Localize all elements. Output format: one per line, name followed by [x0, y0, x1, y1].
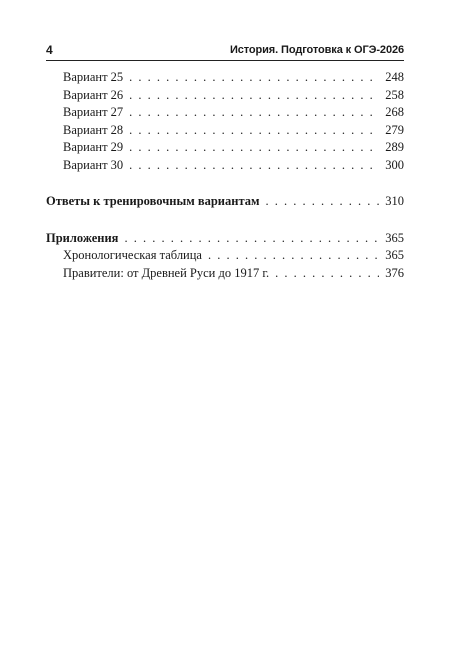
toc-entry-page: 248 [385, 70, 404, 84]
toc-entry-label: Вариант 26 [63, 87, 124, 102]
dot-leader [129, 140, 379, 155]
toc-entry-label: Вариант 29 [63, 140, 124, 154]
toc-entry-answers[interactable] [46, 194, 404, 212]
table-of-contents [46, 70, 404, 283]
toc-entry-page: 258 [385, 87, 404, 102]
toc-entry-label: Хронологическая таблица [63, 248, 202, 262]
toc-entry-label: Приложения [46, 230, 119, 245]
section-gap [46, 175, 404, 194]
section-gap [46, 212, 404, 231]
toc-entry-page: 365 [385, 230, 404, 245]
toc-entry-variant-27[interactable] [46, 105, 404, 123]
toc-entry-variant-25[interactable] [46, 70, 404, 88]
toc-entry-variant-26[interactable] [46, 88, 404, 106]
toc-entry-variant-29[interactable] [46, 140, 404, 158]
toc-entry-variant-30[interactable] [46, 158, 404, 176]
dot-leader [129, 88, 379, 103]
dot-leader [129, 70, 379, 85]
dot-leader [129, 158, 379, 173]
toc-entry-label: Вариант 28 [63, 122, 124, 137]
toc-entry-variant-28[interactable] [46, 123, 404, 141]
toc-entry-label: Правители: от Древней Руси до 1917 г. [63, 265, 270, 280]
toc-entry-chronology-table[interactable] [46, 248, 404, 266]
dot-leader [129, 105, 379, 120]
toc-entry-page: 300 [385, 157, 404, 172]
page-number: 4 [46, 43, 53, 57]
dot-leader [124, 231, 379, 246]
dot-leader [208, 248, 379, 263]
toc-entry-page: 376 [385, 265, 404, 280]
toc-entry-appendix[interactable] [46, 231, 404, 249]
toc-entry-label: Вариант 25 [63, 70, 124, 84]
running-title: История. Подготовка к ОГЭ-2026 [229, 44, 404, 56]
toc-entry-page: 365 [385, 248, 404, 262]
toc-entry-label: Вариант 30 [63, 157, 124, 172]
toc-entry-label: Ответы к тренировочным вариантам [46, 194, 260, 208]
toc-entry-page: 268 [385, 105, 404, 119]
page-header [46, 42, 404, 61]
dot-leader [266, 194, 380, 209]
toc-entry-page: 310 [385, 194, 404, 208]
toc-entry-label: Вариант 27 [63, 105, 124, 119]
dot-leader [275, 266, 379, 281]
toc-entry-page: 289 [385, 140, 404, 154]
toc-entry-rulers[interactable] [46, 266, 404, 284]
toc-entry-page: 279 [385, 122, 404, 137]
dot-leader [129, 123, 379, 138]
